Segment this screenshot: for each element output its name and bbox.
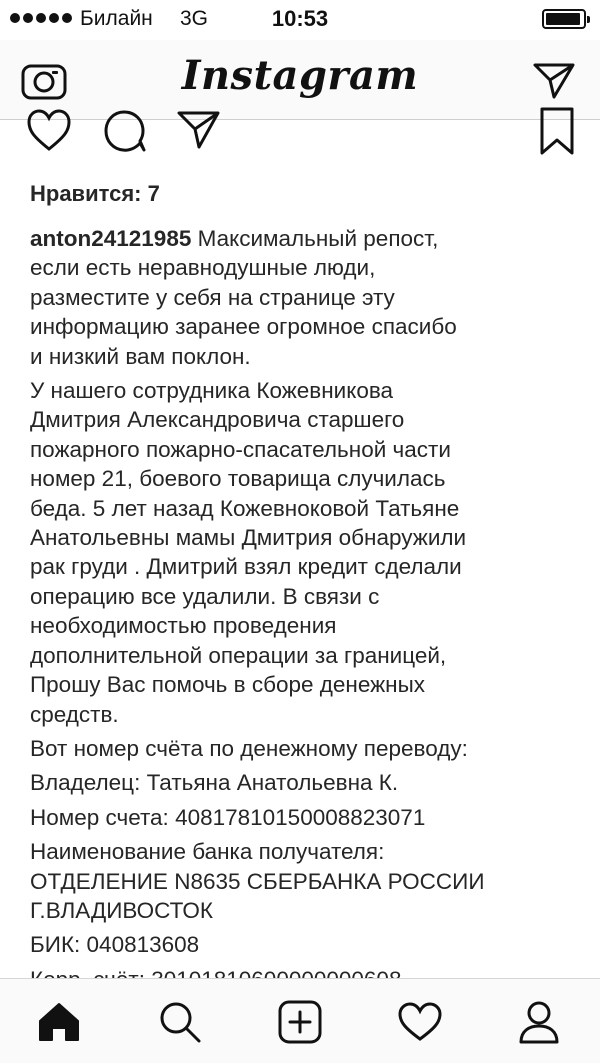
caption-paragraph — [30, 837, 590, 925]
home-icon — [36, 1001, 82, 1043]
save-button[interactable] — [538, 107, 576, 162]
comment-button[interactable] — [102, 107, 148, 160]
tab-search[interactable] — [155, 997, 205, 1047]
caption-line: средств. — [30, 701, 119, 727]
caption-line: рак груди . Дмитрий взял кредит сделали — [30, 554, 462, 580]
caption-line: пожарного пожарно-спасательной части — [30, 436, 451, 462]
share-button[interactable] — [176, 107, 222, 160]
caption-paragraph — [30, 734, 590, 763]
caption-line: номер 21, боевого товарища случилась — [30, 466, 446, 492]
heart-icon — [26, 107, 72, 155]
tab-profile[interactable] — [514, 997, 564, 1047]
heart-icon — [397, 1000, 443, 1044]
caption-line: ОТДЕЛЕНИЕ N8635 СБЕРБАНКА РОССИИ — [30, 868, 485, 894]
post-caption — [30, 224, 590, 999]
plus-square-icon — [277, 999, 323, 1045]
caption-line: Прошу Вас помочь в сборе денежных — [30, 672, 426, 698]
caption-paragraph — [30, 803, 590, 832]
caption-line: Г.ВЛАДИВОСТОК — [30, 897, 213, 923]
caption-line: БИК: 040813608 — [30, 932, 200, 958]
caption-line: дополнительной операции за границей, — [30, 642, 447, 668]
caption-line: и низкий вам поклон. — [30, 343, 251, 369]
caption-paragraph — [30, 768, 590, 797]
caption-paragraph — [30, 930, 590, 959]
paper-plane-icon — [176, 107, 222, 155]
post-actions — [0, 107, 600, 157]
battery-icon — [542, 9, 586, 29]
carrier-name: Билайн — [80, 7, 153, 30]
direct-messages-button[interactable] — [530, 58, 578, 102]
caption-line: информацию заранее огромное спасибо — [30, 314, 457, 340]
caption-line: необходимостью проведения — [30, 613, 337, 639]
post-username[interactable]: anton24121985 — [30, 226, 192, 251]
person-icon — [516, 999, 562, 1045]
caption-text: Максимальный репост, — [197, 226, 439, 251]
caption-line: Дмитрия Александровича старшего — [30, 407, 405, 433]
tab-new-post[interactable] — [275, 997, 325, 1047]
caption-line: разместите у себя на странице эту — [30, 284, 395, 310]
likes-count[interactable]: Нравится: 7 — [30, 181, 160, 206]
search-icon — [157, 999, 203, 1045]
caption-line: беда. 5 лет назад Кожевноковой Татьяне — [30, 495, 460, 521]
like-button[interactable] — [26, 107, 72, 160]
network-type: 3G — [180, 7, 209, 30]
caption-line: Номер счета: 40817810150008823071 — [30, 804, 426, 830]
caption-line: Наименование банка получателя: — [30, 839, 385, 865]
bookmark-icon — [538, 107, 576, 157]
caption-line: Владелец: Татьяна Анатольевна К. — [30, 770, 399, 796]
status-bar — [0, 0, 600, 40]
caption-line: У нашего сотрудника Кожевникова — [30, 378, 394, 404]
tab-home[interactable] — [34, 997, 84, 1047]
caption-paragraph — [30, 376, 590, 729]
status-time: 10:53 — [271, 6, 329, 31]
caption-line: Вот номер счёта по денежному переводу: — [30, 735, 468, 761]
comment-bubble-icon — [102, 107, 148, 155]
caption-paragraph — [30, 224, 590, 371]
tab-activity[interactable] — [395, 997, 445, 1047]
caption-line: операцию все удалили. В связи с — [30, 583, 380, 609]
caption-line: Анатольевны мамы Дмитрия обнаружили — [30, 525, 467, 551]
post — [0, 121, 600, 978]
caption-line — [30, 224, 590, 253]
caption-line: если есть неравнодушные люди, — [30, 255, 376, 281]
app-logo: Instagram — [181, 52, 419, 99]
paper-plane-icon — [532, 60, 576, 100]
bottom-tab-bar — [0, 978, 600, 1063]
